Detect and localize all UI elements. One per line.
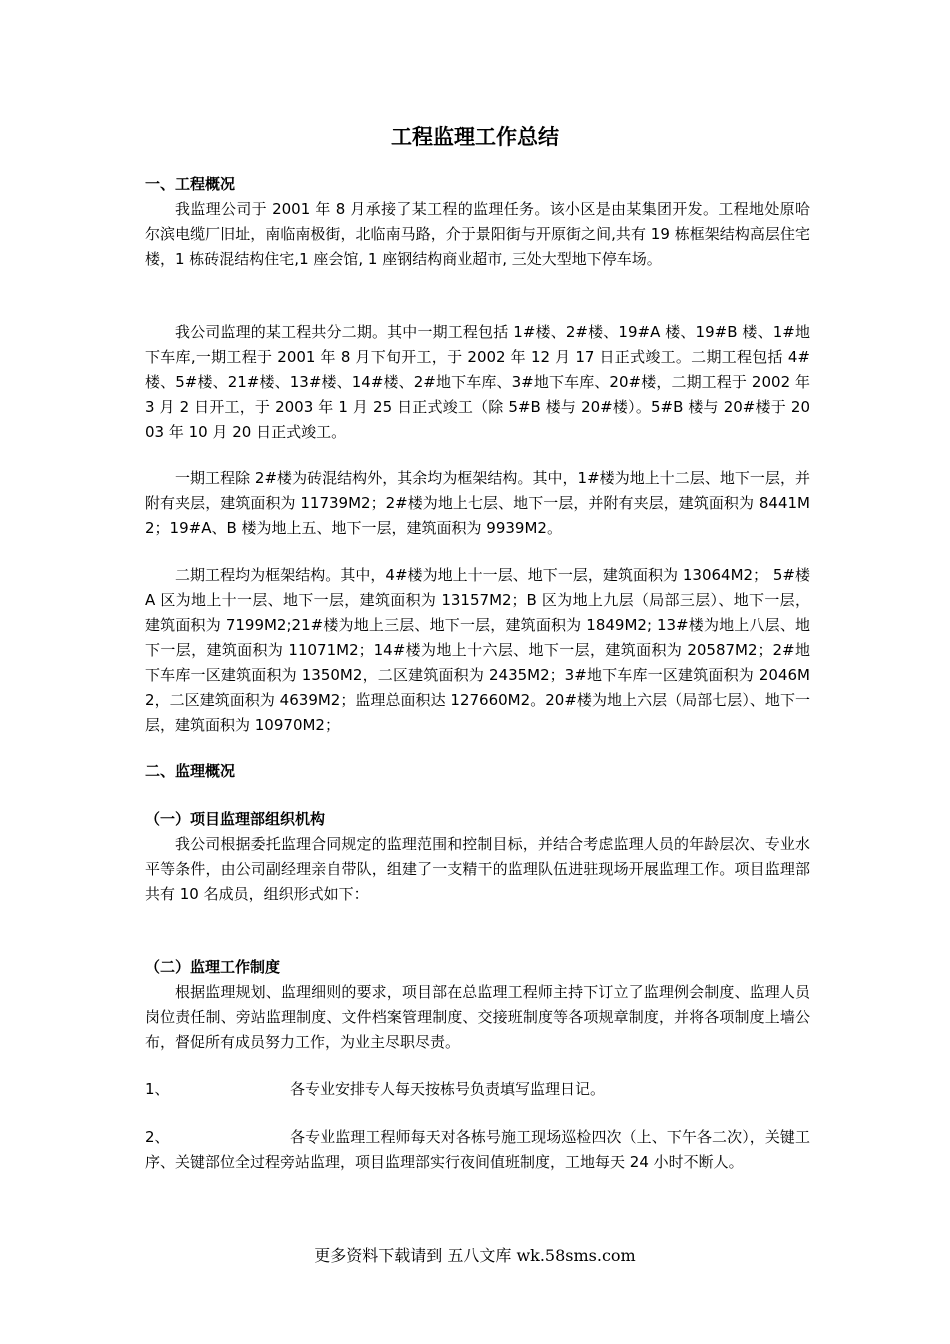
subsection-work-system: [145, 955, 810, 1055]
paragraph: 我监理公司于 2001 年 8 月承接了某工程的监理任务。该小区是由某集团开发。工程地处原哈尔滨电缆厂旧址，南临南极街，北临南马路，介于景阳街与开原街之间,共有 19 栋框架结构高层住宅楼，1 栋砖混结构住宅,1 座会馆, 1 座钢结构商业超市, 三处大型地下停车场。: [145, 200, 810, 268]
list-item: [145, 1125, 810, 1175]
paragraph: 我公司监理的某工程共分二期。其中一期工程包括 1#楼、2#楼、19#A 楼、19#B 楼、1#地下车库,一期工程于 2001 年 8 月下旬开工，于 2002 年 12 月 17 日正式竣工。二期工程包括 4#楼、5#楼、21#楼、13#楼、14#楼、2#地下车库、3#地下车库、20#楼，二期工程于 2002 年 3 月 2 日开工，于 2003 年 1 月 25 日正式竣工（除 5#B 楼与 20#楼）。5#B 楼与 20#楼于 2003 年 10 月 20 日正式竣工。: [145, 323, 810, 441]
paragraph: 二期工程均为框架结构。其中，4#楼为地上十一层、地下一层，建筑面积为 13064M2； 5#楼 A 区为地上十一层、地下一层，建筑面积为 13157M2；B 区为地上九层（局部三层）、地下一层，建筑面积为 7199M2;21#楼为地上三层、地下一层，建筑面积为 1849M2; 13#楼为地上八层、地下一层，建筑面积为 11071M2；14#楼为地上十六层、地下一层，建筑面积为 20587M2；2#地下车库一区建筑面积为 1350M2，二区建筑面积为 2435M2；3#地下车库一区建筑面积为 2046M2，二区建筑面积为 4639M2；监理总面积达 127660M2。20#楼为地上六层（局部七层）、地下一层，建筑面积为 10970M2；: [145, 566, 810, 734]
subsection-organization: [145, 807, 810, 907]
paragraph: 一期工程除 2#楼为砖混结构外，其余均为框架结构。其中，1#楼为地上十二层、地下一层，并附有夹层，建筑面积为 11739M2；2#楼为地上七层、地下一层，并附有夹层，建筑面积为 8441M2；19#A、B 楼为地上五、地下一层，建筑面积为 9939M2。: [145, 469, 810, 537]
subsection-heading: （二）监理工作制度: [145, 958, 281, 976]
list-item-text: 各专业监理工程师每天对各栋号施工现场巡检四次（上、下午各二次），关键工序、关键部位全过程旁站监理，项目监理部实行夜间值班制度，工地每天 24 小时不断人。: [145, 1128, 810, 1171]
subsection-heading: （一）项目监理部组织机构: [145, 810, 326, 828]
document-title: 工程监理工作总结: [391, 125, 559, 149]
section-heading: 一、工程概况: [145, 175, 236, 193]
paragraph: 根据监理规划、监理细则的要求，项目部在总监理工程师主持下订立了监理例会制度、监理人员岗位责任制、旁站监理制度、文件档案管理制度、交接班制度等各项规章制度，并将各项制度上墙公布，督促所有成员努力工作，为业主尽职尽责。: [145, 983, 810, 1051]
footer-download-note: 更多资料下载请到 五八文库 wk.58sms.com: [314, 1246, 636, 1265]
paragraph: 我公司根据委托监理合同规定的监理范围和控制目标，并结合考虑监理人员的年龄层次、专业水平等条件，由公司副经理亲自带队，组建了一支精干的监理队伍进驻现场开展监理工作。项目监理部共有 10 名成员，组织形式如下：: [145, 835, 810, 903]
paragraph-block: [145, 320, 810, 445]
paragraph-block: [145, 466, 810, 541]
paragraph-block: [145, 563, 810, 738]
section-heading: 二、监理概况: [145, 762, 236, 780]
section-engineering-overview: [145, 172, 810, 272]
list-item-text: 各专业安排专人每天按栋号负责填写监理日记。: [290, 1080, 606, 1098]
list-item: [145, 1077, 810, 1102]
section-supervision-overview: [145, 759, 810, 784]
list-item-number: 2、: [145, 1128, 170, 1146]
list-item-number: 1、: [145, 1080, 170, 1098]
